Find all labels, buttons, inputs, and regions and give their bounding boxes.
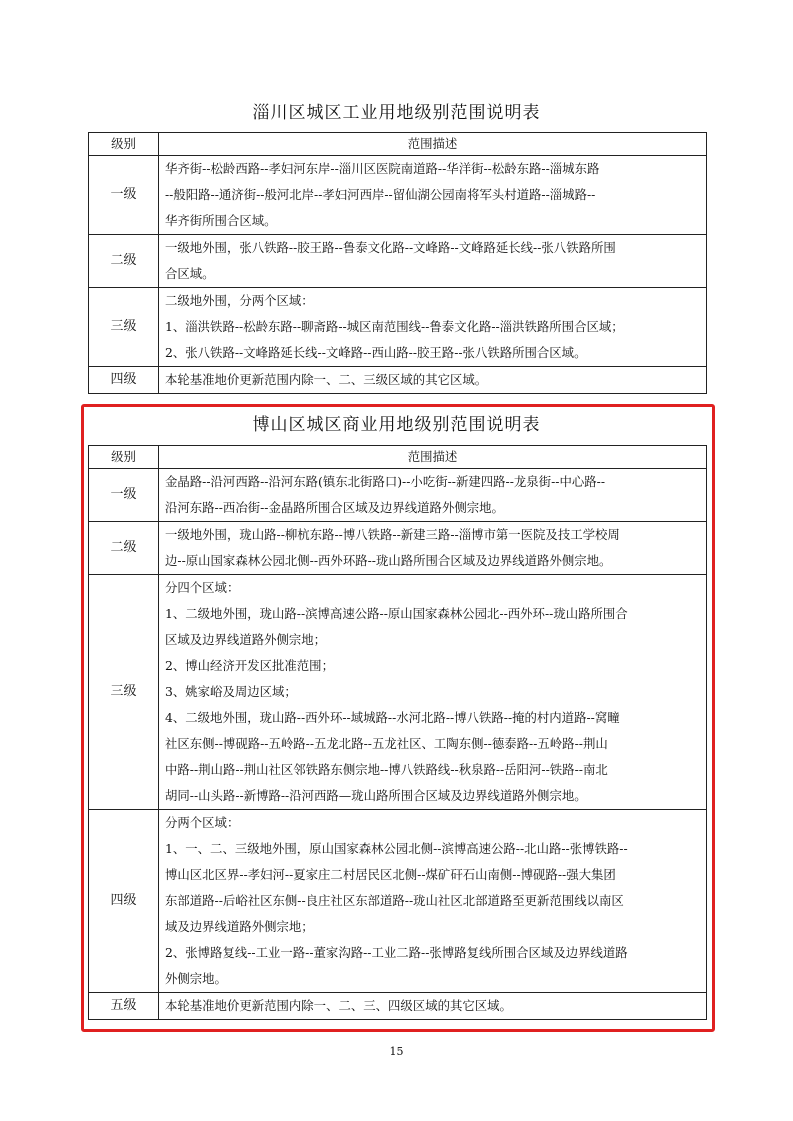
header-desc: 范围描述 bbox=[159, 133, 707, 156]
description-line: 2、博山经济开发区批准范围； bbox=[165, 658, 334, 673]
description-line: 东部道路--后峪社区东侧--良庄社区东部道路--珑山社区北部道路至更新范围线以南区 bbox=[165, 893, 624, 908]
table-row bbox=[89, 575, 707, 810]
description-line: 中路--荆山路--荆山社区邻铁路东侧宗地--博八铁路线--秋泉路--岳阳河--铁路--南北 bbox=[165, 762, 608, 777]
scope-description-cell bbox=[159, 810, 707, 993]
description-line: 沿河东路--西冶街--金晶路所围合区域及边界线道路外侧宗地。 bbox=[165, 500, 504, 515]
description-line: 博山区北区界--孝妇河--夏家庄二村居民区北侧--煤矿矸石山南侧--博砚路--强大集团 bbox=[165, 867, 616, 882]
table2-title: 博山区城区商业用地级别范围说明表 bbox=[252, 415, 541, 435]
description-line: 区域及边界线道路外侧宗地； bbox=[165, 632, 327, 647]
description-line: 域及边界线道路外侧宗地； bbox=[165, 919, 314, 934]
description-line: 胡同--山头路--新博路--沿河西路—珑山路所围合区域及边界线道路外侧宗地。 bbox=[165, 788, 587, 803]
table-row bbox=[89, 522, 707, 575]
description-line: 边--原山国家森林公园北侧--西外环路--珑山路所围合区域及边界线道路外侧宗地。 bbox=[165, 553, 612, 568]
description-line: 1、二级地外围，珑山路--滨博高速公路--原山国家森林公园北--西外环--珑山路所围合 bbox=[165, 606, 628, 621]
scope-description-cell bbox=[159, 288, 707, 367]
grade-level-cell: 二级 bbox=[89, 522, 159, 575]
header-level: 级别 bbox=[89, 133, 159, 156]
description-line: 1、淄洪铁路--松龄东路--聊斋路--城区南范围线--鲁泰文化路--淄洪铁路所围合区域； bbox=[165, 319, 624, 334]
description-line: 3、姚家峪及周边区域； bbox=[165, 684, 297, 699]
grade-level-cell: 三级 bbox=[89, 575, 159, 810]
grade-level-cell: 四级 bbox=[89, 810, 159, 993]
description-line: 分两个区域： bbox=[165, 815, 240, 830]
description-line: 社区东侧--博砚路--五岭路--五龙北路--五龙社区、工陶东侧--德泰路--五岭路--荆山 bbox=[165, 736, 608, 751]
description-line: 2、张八铁路--文峰路延长线--文峰路--西山路--胶王路--张八铁路所围合区域。 bbox=[165, 345, 587, 360]
table-row bbox=[89, 235, 707, 288]
scope-description-cell bbox=[159, 993, 707, 1020]
table-header-row bbox=[89, 133, 707, 156]
grade-level-cell: 五级 bbox=[89, 993, 159, 1020]
description-line: 本轮基准地价更新范围内除一、二、三级区域的其它区域。 bbox=[165, 372, 488, 387]
description-line: 2、张博路复线--工业一路--董家沟路--工业二路--张博路复线所围合区域及边界线道路 bbox=[165, 945, 628, 960]
table-row bbox=[89, 288, 707, 367]
description-line: 4、二级地外围，珑山路--西外环--域城路--水河北路--博八铁路--掩的村内道路--窝疃 bbox=[165, 710, 620, 725]
description-line: 华齐街所围合区域。 bbox=[165, 213, 277, 228]
table-row bbox=[89, 810, 707, 993]
description-line: 1、一、二、三级地外围，原山国家森林公园北侧--滨博高速公路--北山路--张博铁路-- bbox=[165, 841, 628, 856]
scope-description-cell bbox=[159, 367, 707, 394]
description-line: 合区域。 bbox=[165, 266, 215, 281]
table-row bbox=[89, 469, 707, 522]
scope-description-cell bbox=[159, 575, 707, 810]
table-header-row bbox=[89, 446, 707, 469]
header-level: 级别 bbox=[89, 446, 159, 469]
table-row bbox=[89, 367, 707, 394]
grade-level-cell: 四级 bbox=[89, 367, 159, 394]
description-line: 一级地外围，珑山路--柳杭东路--博八铁路--新建三路--淄博市第一医院及技工学校周 bbox=[165, 527, 620, 542]
table-row bbox=[89, 993, 707, 1020]
description-line: 二级地外围，分两个区域： bbox=[165, 293, 314, 308]
page-number: 15 bbox=[389, 1045, 404, 1058]
header-desc: 范围描述 bbox=[159, 446, 707, 469]
grade-level-cell: 二级 bbox=[89, 235, 159, 288]
description-line: 分四个区域： bbox=[165, 580, 240, 595]
scope-description-cell bbox=[159, 235, 707, 288]
description-line: 外侧宗地。 bbox=[165, 971, 227, 986]
description-line: 金晶路--沿河西路--沿河东路(镇东北街路口)--小吃街--新建四路--龙泉街--中心路-- bbox=[165, 474, 605, 489]
table1-title: 淄川区城区工业用地级别范围说明表 bbox=[252, 103, 541, 123]
scope-description-cell bbox=[159, 469, 707, 522]
grade-level-cell: 三级 bbox=[89, 288, 159, 367]
description-line: 一级地外围，张八铁路--胶王路--鲁泰文化路--文峰路--文峰路延长线--张八铁路所围 bbox=[165, 240, 616, 255]
industrial-land-grade-table bbox=[88, 132, 707, 394]
commercial-land-grade-table bbox=[88, 445, 707, 1020]
grade-level-cell: 一级 bbox=[89, 469, 159, 522]
table-row bbox=[89, 156, 707, 235]
scope-description-cell bbox=[159, 522, 707, 575]
description-line: --般阳路--通济街--般河北岸--孝妇河西岸--留仙湖公园南将军头村道路--淄城路-- bbox=[165, 187, 596, 202]
scope-description-cell bbox=[159, 156, 707, 235]
description-line: 华齐街--松龄西路--孝妇河东岸--淄川区医院南道路--华洋街--松龄东路--淄城东路 bbox=[165, 161, 600, 176]
description-line: 本轮基准地价更新范围内除一、二、三、四级区域的其它区域。 bbox=[165, 998, 512, 1013]
grade-level-cell: 一级 bbox=[89, 156, 159, 235]
